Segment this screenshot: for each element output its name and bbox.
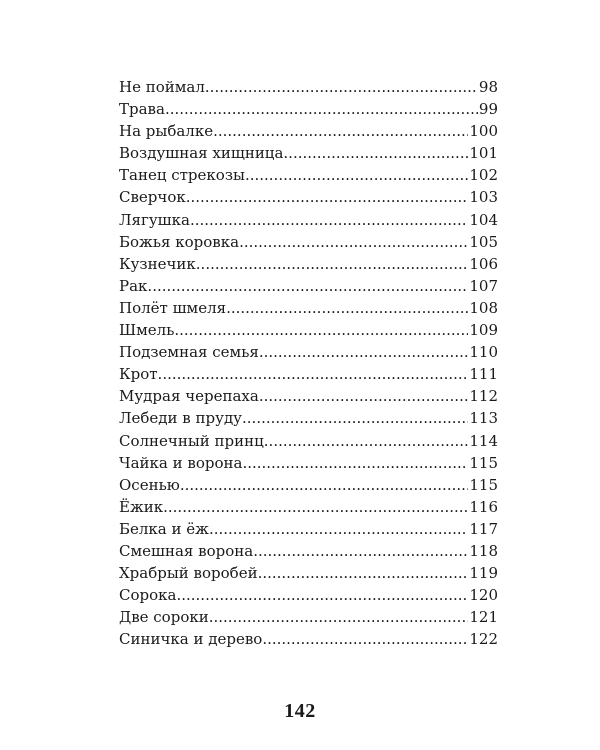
toc-leader-dots <box>196 253 469 275</box>
toc-leader-dots <box>262 628 468 650</box>
toc-entry <box>119 297 498 319</box>
toc-entry-page: 105 <box>469 232 498 251</box>
toc-entry-page: 101 <box>469 144 498 163</box>
toc-entry-title: Трава <box>119 100 165 119</box>
toc-entry-page: 115 <box>469 453 498 472</box>
toc-entry-title: Лебеди в пруду <box>119 409 243 428</box>
toc-entry <box>119 407 498 429</box>
toc-entry-page: 116 <box>469 497 498 516</box>
toc-entry <box>119 253 498 275</box>
toc-entry <box>119 474 498 496</box>
toc-entry-title: Лягушка <box>119 210 190 229</box>
toc-entry-title: Сверчок <box>119 188 186 207</box>
toc-entry-page: 109 <box>469 321 498 340</box>
toc-leader-dots <box>205 76 478 98</box>
toc-entry-title: Две сороки <box>119 608 209 627</box>
toc-leader-dots <box>242 452 468 474</box>
toc-leader-dots <box>163 496 468 518</box>
toc-entry <box>119 142 498 164</box>
toc-entry-title: Полёт шмеля <box>119 298 227 317</box>
toc-entry-title: Божья коровка <box>119 232 240 251</box>
toc-leader-dots <box>258 562 469 584</box>
toc-entry-title: Шмель <box>119 321 175 340</box>
toc-entry <box>119 231 498 253</box>
toc-leader-dots <box>190 209 468 231</box>
toc-leader-dots <box>180 474 469 496</box>
toc-leader-dots <box>239 231 468 253</box>
toc-entry-title: Чайка и ворона <box>119 453 243 472</box>
toc-entry-page: 102 <box>469 166 498 185</box>
toc-entry-page: 119 <box>469 564 498 583</box>
toc-leader-dots <box>264 430 469 452</box>
toc-entry <box>119 385 498 407</box>
toc-entry <box>119 430 498 452</box>
toc-leader-dots <box>165 98 478 120</box>
toc-entry-page: 112 <box>469 387 498 406</box>
toc-entry-page: 114 <box>469 431 498 450</box>
toc-entry-page: 118 <box>469 541 498 560</box>
toc-entry <box>119 98 498 120</box>
toc-entry <box>119 76 498 98</box>
toc-entry-title: Белка и ёж <box>119 519 209 538</box>
toc-entry-title: Осенью <box>119 475 180 494</box>
toc-leader-dots <box>213 120 468 142</box>
toc-entry-title: Мудрая черепаха <box>119 387 259 406</box>
toc-leader-dots <box>186 186 469 208</box>
toc-entry-page: 115 <box>469 475 498 494</box>
toc-entry-page: 111 <box>469 365 498 384</box>
toc-entry-title: Воздушная хищница <box>119 144 284 163</box>
toc-entry <box>119 518 498 540</box>
toc-entry-page: 110 <box>469 343 498 362</box>
toc-entry-page: 120 <box>469 586 498 605</box>
toc-entry <box>119 363 498 385</box>
toc-leader-dots <box>283 142 468 164</box>
toc-leader-dots <box>253 540 468 562</box>
toc-entry-title: Смешная ворона <box>119 541 254 560</box>
toc-entry-title: Сорока <box>119 586 177 605</box>
toc-entry <box>119 275 498 297</box>
toc-entry-title: Рак <box>119 276 148 295</box>
toc-leader-dots <box>209 518 468 540</box>
toc-entry-title: Храбрый воробей <box>119 564 258 583</box>
toc-entry <box>119 584 498 606</box>
toc-entry-title: Ёжик <box>119 497 164 516</box>
toc-entry-page: 99 <box>478 100 498 119</box>
toc-entry <box>119 164 498 186</box>
toc-entry-title: Танец стрекозы <box>119 166 245 185</box>
toc-leader-dots <box>176 584 468 606</box>
toc-entry-page: 98 <box>478 78 498 96</box>
table-of-contents <box>119 76 498 650</box>
toc-entry <box>119 341 498 363</box>
toc-leader-dots <box>242 407 468 429</box>
toc-entry-page: 103 <box>469 188 498 207</box>
toc-entry <box>119 606 498 628</box>
toc-entry <box>119 628 498 650</box>
toc-entry <box>119 452 498 474</box>
toc-entry <box>119 120 498 142</box>
toc-leader-dots <box>209 606 469 628</box>
toc-entry-page: 104 <box>469 210 498 229</box>
toc-entry-page: 100 <box>469 122 498 141</box>
toc-entry <box>119 186 498 208</box>
toc-leader-dots <box>158 363 469 385</box>
page-number: 142 <box>284 700 316 722</box>
toc-entry-page: 117 <box>469 519 498 538</box>
toc-entry-title: Синичка и дерево <box>119 630 263 649</box>
toc-entry-title: Кузнечик <box>119 254 196 273</box>
toc-leader-dots <box>147 275 468 297</box>
toc-leader-dots <box>245 164 468 186</box>
toc-leader-dots <box>259 385 469 407</box>
toc-entry <box>119 562 498 584</box>
toc-leader-dots <box>226 297 468 319</box>
toc-entry-page: 122 <box>469 630 498 649</box>
toc-leader-dots <box>259 341 469 363</box>
toc-entry-title: Подземная семья <box>119 343 259 362</box>
toc-entry <box>119 540 498 562</box>
toc-entry-title: Солнечный принц <box>119 431 264 450</box>
toc-entry <box>119 209 498 231</box>
toc-leader-dots <box>174 319 468 341</box>
toc-entry <box>119 496 498 518</box>
toc-entry-title: Крот <box>119 365 158 384</box>
toc-entry-title: Не поймал <box>119 78 205 96</box>
toc-entry-page: 106 <box>469 254 498 273</box>
toc-entry-page: 108 <box>469 298 498 317</box>
toc-entry <box>119 319 498 341</box>
toc-entry-title: На рыбалке <box>119 122 214 141</box>
toc-entry-page: 121 <box>469 608 498 627</box>
toc-entry-page: 107 <box>469 276 498 295</box>
toc-entry-page: 113 <box>469 409 498 428</box>
